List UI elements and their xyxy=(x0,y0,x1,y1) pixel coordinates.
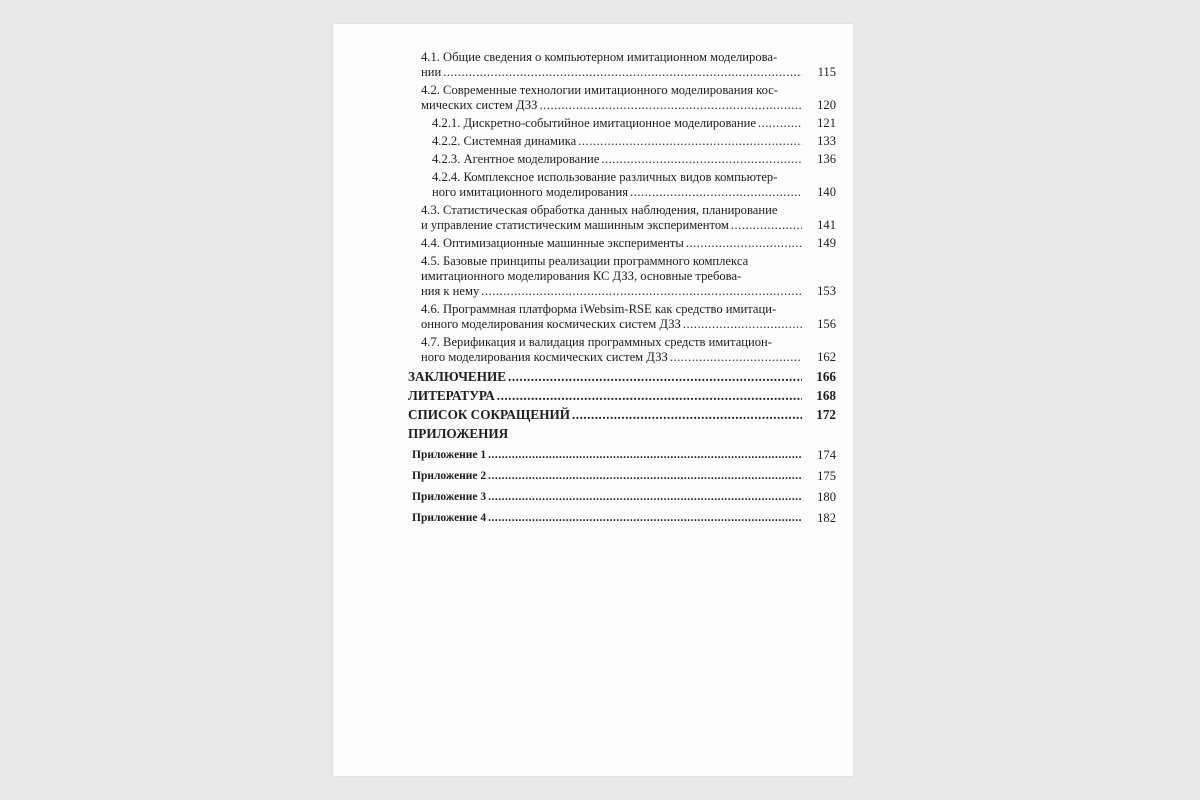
toc-entry-last-line xyxy=(408,388,802,403)
toc-entry xyxy=(408,116,836,131)
toc-entry-title: ния к нему xyxy=(421,284,480,298)
toc-entry-text-line: 4.3. Статистическая обработка данных наблюдения, планирование xyxy=(421,203,778,217)
toc-entry xyxy=(408,203,836,233)
toc-entry xyxy=(408,50,836,80)
dot-leader xyxy=(630,185,802,200)
toc-entry-last-line xyxy=(412,490,802,505)
dot-leader xyxy=(488,511,802,526)
toc-entry-last-line xyxy=(421,98,802,113)
toc-entry-text-line: 4.7. Верификация и валидация программных средств имитацион- xyxy=(421,335,772,349)
toc-page-number: 156 xyxy=(817,317,836,331)
dot-leader xyxy=(540,98,803,113)
document-page xyxy=(333,24,853,776)
toc-entry-text-line: 4.6. Программная платформа iWebsim-RSE как средство имитаци- xyxy=(421,302,777,316)
toc-entry xyxy=(408,152,836,167)
dot-leader xyxy=(488,490,802,505)
toc-entry-text-line: 4.5. Базовые принципы реализации программного комплекса xyxy=(421,254,749,268)
toc-entry-title: Приложение 3 xyxy=(412,491,487,503)
dot-leader xyxy=(578,134,802,149)
toc-page-number: 141 xyxy=(817,218,836,232)
toc-entry-title: ного имитационного моделирования xyxy=(432,185,629,199)
toc-entry-title: Приложение 4 xyxy=(412,512,487,524)
toc-entry-title: и управление статистическим машинным экспериментом xyxy=(421,218,729,232)
toc-entry-last-line xyxy=(432,185,802,200)
appendix-heading: ПРИЛОЖЕНИЯ xyxy=(408,426,509,441)
toc-entries xyxy=(408,50,836,422)
toc-entry-last-line xyxy=(412,511,802,526)
toc-page-number: 162 xyxy=(817,350,836,364)
toc-entry-last-line xyxy=(421,350,802,365)
toc-entry xyxy=(408,369,836,384)
toc-entry-title: Приложение 2 xyxy=(412,470,487,482)
dot-leader xyxy=(601,152,802,167)
toc-entry-last-line xyxy=(432,134,802,149)
toc-entry-title: 4.2.1. Дискретно-событийное имитационное моделирование xyxy=(432,116,756,130)
dot-leader xyxy=(683,317,802,332)
toc-entry-last-line xyxy=(412,469,802,484)
toc-entry-title: онного моделирования космических систем ДЗЗ xyxy=(421,317,681,331)
toc-entry xyxy=(408,490,836,505)
appendix-entries xyxy=(408,448,836,526)
dot-leader xyxy=(731,218,802,233)
toc-entry-last-line xyxy=(421,236,802,251)
dot-leader xyxy=(443,65,802,80)
toc-entry-title: Приложение 1 xyxy=(412,449,487,461)
toc-page-number: 153 xyxy=(817,284,836,298)
toc-entry-title: ЛИТЕРАТУРА xyxy=(408,388,495,403)
dot-leader xyxy=(488,448,802,463)
dot-leader xyxy=(670,350,802,365)
toc-entry-last-line xyxy=(412,448,802,463)
toc-entry xyxy=(408,83,836,113)
toc-entry-last-line xyxy=(421,284,802,299)
toc-entry-title: мических систем ДЗЗ xyxy=(421,98,538,112)
toc-page-number: 182 xyxy=(817,511,836,525)
toc-entry xyxy=(408,254,836,299)
toc-entry xyxy=(408,469,836,484)
toc-page-number: 120 xyxy=(817,98,836,112)
toc-entry-text-line: 4.2. Современные технологии имитационного моделирования кос- xyxy=(421,83,779,97)
toc-entry xyxy=(408,448,836,463)
toc-entry-last-line xyxy=(432,116,802,131)
dot-leader xyxy=(488,469,802,484)
toc-entry xyxy=(408,511,836,526)
toc-entry-last-line xyxy=(408,407,802,422)
toc-page-number: 140 xyxy=(817,185,836,199)
toc-entry-title: нии xyxy=(421,65,442,79)
toc-entry-last-line xyxy=(408,369,802,384)
dot-leader xyxy=(572,407,802,422)
toc-page-number: 121 xyxy=(817,116,836,130)
toc-entry-title: СПИСОК СОКРАЩЕНИЙ xyxy=(408,407,570,422)
toc-entry-last-line xyxy=(421,218,802,233)
table-of-contents xyxy=(408,50,836,529)
dot-leader xyxy=(758,116,802,131)
toc-page-number: 133 xyxy=(817,134,836,148)
toc-entry xyxy=(408,335,836,365)
toc-entry-text-line: 4.1. Общие сведения о компьютерном имитационном моделирова- xyxy=(421,50,778,64)
toc-entry xyxy=(408,134,836,149)
toc-entry-title: ного моделирования космических систем ДЗЗ xyxy=(421,350,668,364)
toc-page-number: 115 xyxy=(817,65,836,79)
toc-entry-title: ЗАКЛЮЧЕНИЕ xyxy=(408,369,507,384)
toc-page-number: 180 xyxy=(817,490,836,504)
toc-entry-title: 4.2.2. Системная динамика xyxy=(432,134,577,148)
toc-entry xyxy=(408,388,836,403)
toc-page-number: 168 xyxy=(816,388,836,403)
dot-leader xyxy=(497,388,802,403)
toc-page-number: 166 xyxy=(816,369,836,384)
toc-page-number: 174 xyxy=(817,448,836,462)
dot-leader xyxy=(508,369,802,384)
toc-entry xyxy=(408,170,836,200)
toc-entry-title: 4.2.3. Агентное моделирование xyxy=(432,152,600,166)
toc-entry-last-line xyxy=(421,65,802,80)
toc-entry xyxy=(408,236,836,251)
toc-entry xyxy=(408,302,836,332)
toc-page-number: 175 xyxy=(817,469,836,483)
toc-page-number: 172 xyxy=(816,407,836,422)
dot-leader xyxy=(686,236,802,251)
dot-leader xyxy=(481,284,802,299)
toc-entry-text-line: 4.2.4. Комплексное использование различных видов компьютер- xyxy=(432,170,778,184)
toc-page-number: 136 xyxy=(817,152,836,166)
toc-entry-title: 4.4. Оптимизационные машинные эксперименты xyxy=(421,236,684,250)
toc-entry-last-line xyxy=(432,152,802,167)
toc-page-number: 149 xyxy=(817,236,836,250)
toc-entry xyxy=(408,407,836,422)
toc-entry-last-line xyxy=(421,317,802,332)
toc-entry-text-line: имитационного моделирования КС ДЗЗ, основные требова- xyxy=(421,269,742,283)
